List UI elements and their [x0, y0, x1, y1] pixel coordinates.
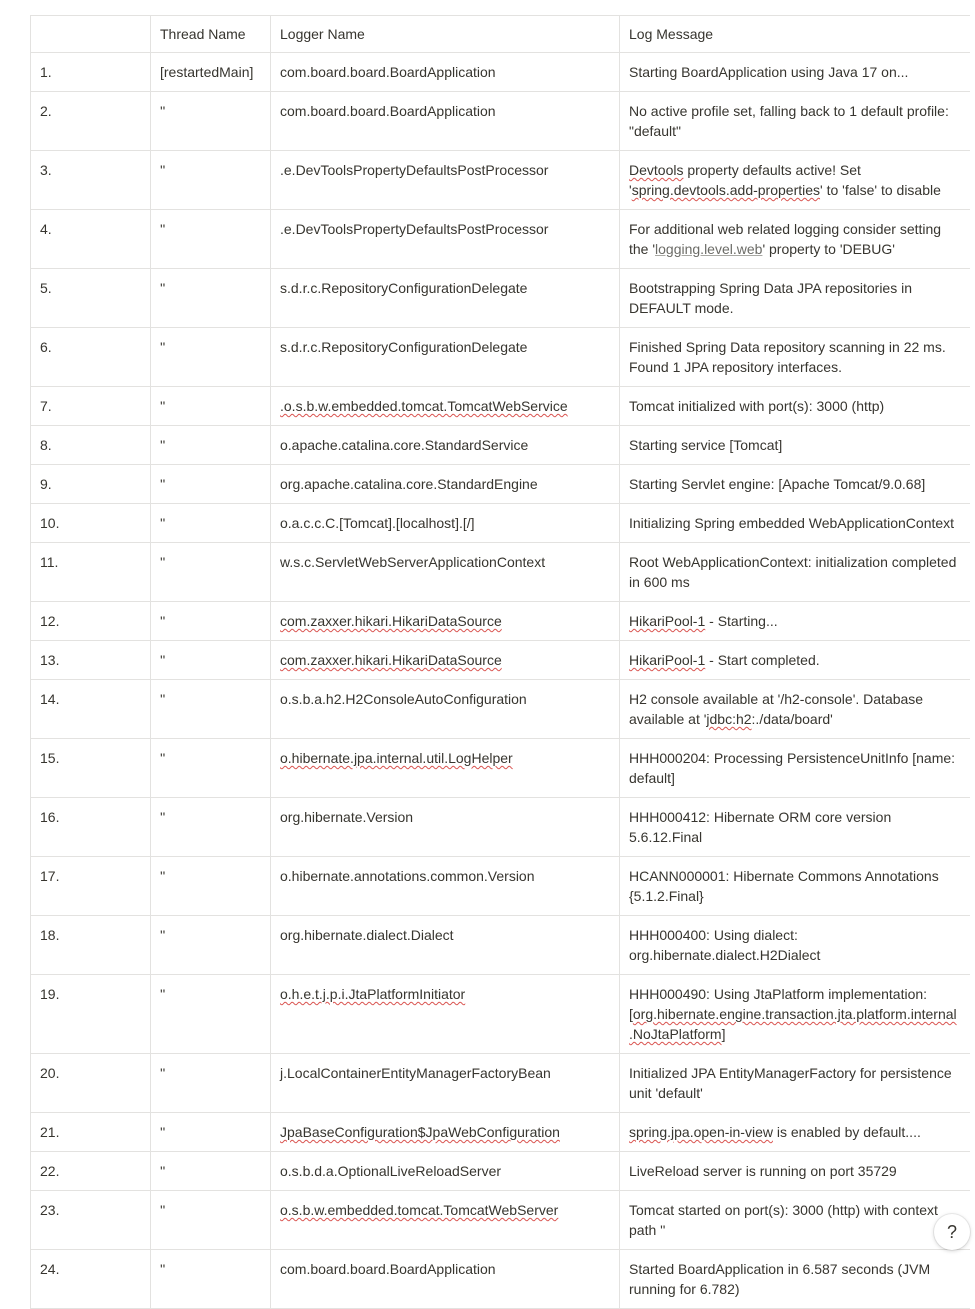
logger-name-cell[interactable] [271, 1191, 620, 1250]
log-message-cell[interactable] [620, 798, 970, 857]
logger-name-segment: o.apache.catalina.core.StandardService [280, 437, 529, 453]
log-message-cell[interactable] [620, 1054, 970, 1113]
log-message-cell[interactable] [620, 92, 970, 151]
log-message-segment: Devtools [629, 162, 684, 178]
row-number-cell[interactable]: 23. [31, 1191, 151, 1250]
row-number-cell[interactable]: 19. [31, 975, 151, 1054]
log-message-segment: - Start completed. [705, 652, 820, 668]
thread-name-cell[interactable]: '' [151, 857, 271, 916]
logger-name-cell[interactable] [271, 504, 620, 543]
log-message-cell[interactable] [620, 387, 970, 426]
log-message-cell[interactable] [620, 543, 970, 602]
table-row [31, 1113, 970, 1152]
thread-name-cell[interactable]: '' [151, 1250, 271, 1309]
table-row [31, 504, 970, 543]
log-message-segment: Initializing Spring embedded WebApplicationContext [629, 515, 955, 531]
log-table [30, 15, 970, 1309]
log-message-segment: Tomcat initialized with port(s): 3000 (http) [629, 398, 885, 414]
table-row [31, 543, 970, 602]
thread-name-cell[interactable]: [restartedMain] [151, 53, 271, 92]
row-number-cell[interactable]: 11. [31, 543, 151, 602]
table-row [31, 1250, 970, 1309]
thread-name-cell[interactable]: '' [151, 1113, 271, 1152]
table-row [31, 53, 970, 92]
logger-name-segment: .e.DevToolsPropertyDefaultsPostProcessor [280, 221, 549, 237]
log-message-segment: Starting Servlet engine: [Apache Tomcat/9.0.68] [629, 476, 926, 492]
row-number-cell[interactable]: 17. [31, 857, 151, 916]
log-message-segment: HikariPool-1 [629, 613, 706, 629]
row-number-cell[interactable]: 4. [31, 210, 151, 269]
row-number-cell[interactable]: 16. [31, 798, 151, 857]
row-number-cell[interactable]: 12. [31, 602, 151, 641]
thread-name-cell[interactable]: '' [151, 387, 271, 426]
log-message-segment: For additional web related logging consider setting the ' [629, 221, 942, 257]
log-message-segment[interactable]: logging.level.web [655, 241, 763, 257]
log-message-segment: spring.jpa.open-in-view [629, 1124, 773, 1140]
logger-name-cell[interactable] [271, 916, 620, 975]
table-row [31, 465, 970, 504]
log-message-cell[interactable] [620, 680, 970, 739]
log-message-segment: No active profile set, falling back to 1 default profile: "default" [629, 103, 949, 139]
thread-name-cell[interactable]: '' [151, 1152, 271, 1191]
log-message-segment: is enabled by default.... [772, 1124, 921, 1140]
logger-name-cell[interactable] [271, 641, 620, 680]
row-number-cell[interactable]: 2. [31, 92, 151, 151]
logger-name-cell[interactable] [271, 426, 620, 465]
log-message-segment: HikariPool-1 [629, 652, 706, 668]
thread-name-cell[interactable]: '' [151, 798, 271, 857]
thread-name-cell[interactable]: '' [151, 465, 271, 504]
logger-name-segment: o.s.b.w.embedded.tomcat.TomcatWebServer [280, 1202, 559, 1218]
log-message-segment: Root WebApplicationContext: initialization completed in 600 ms [629, 554, 957, 590]
thread-name-cell[interactable]: '' [151, 269, 271, 328]
header-logger-name[interactable]: Logger Name [271, 16, 620, 53]
logger-name-segment: org.apache.catalina.core.StandardEngine [280, 476, 538, 492]
log-message-segment: ' property to 'DEBUG' [762, 241, 895, 257]
logger-name-segment: org.hibernate.Version [280, 809, 414, 825]
header-index[interactable] [31, 16, 151, 53]
row-number-cell[interactable]: 10. [31, 504, 151, 543]
logger-name-cell[interactable] [271, 602, 620, 641]
thread-name-cell[interactable]: '' [151, 426, 271, 465]
table-row [31, 798, 970, 857]
logger-name-cell[interactable] [271, 210, 620, 269]
table-row [31, 269, 970, 328]
log-message-cell[interactable] [620, 210, 970, 269]
log-message-segment: org.hibernate.engine.transaction.jta.platform.internal.NoJtaPlatform [629, 1006, 957, 1042]
logger-name-segment: .e.DevToolsPropertyDefaultsPostProcessor [280, 162, 549, 178]
thread-name-cell[interactable]: '' [151, 1191, 271, 1250]
thread-name-cell[interactable]: '' [151, 975, 271, 1054]
row-number-cell[interactable]: 6. [31, 328, 151, 387]
table-row [31, 328, 970, 387]
log-message-segment: HHH000490: Using JtaPlatform implementation: [ [629, 986, 928, 1022]
logger-name-cell[interactable] [271, 680, 620, 739]
table-row [31, 857, 970, 916]
thread-name-cell[interactable]: '' [151, 210, 271, 269]
logger-name-segment: o.hibernate.jpa.internal.util.LogHelper [280, 750, 513, 766]
log-message-segment: - Starting... [705, 613, 778, 629]
logger-name-segment: com.board.board.BoardApplication [280, 1261, 496, 1277]
logger-name-cell[interactable] [271, 269, 620, 328]
log-message-cell[interactable] [620, 1113, 970, 1152]
log-message-cell[interactable] [620, 53, 970, 92]
thread-name-cell[interactable]: '' [151, 916, 271, 975]
log-message-segment: Bootstrapping Spring Data JPA repositories in DEFAULT mode. [629, 280, 913, 316]
log-message-cell[interactable] [620, 1152, 970, 1191]
thread-name-cell[interactable]: '' [151, 602, 271, 641]
logger-name-cell[interactable] [271, 151, 620, 210]
log-message-cell[interactable] [620, 602, 970, 641]
log-message-segment: HHH000204: Processing PersistenceUnitInfo [name: default] [629, 750, 956, 786]
row-number-cell[interactable]: 15. [31, 739, 151, 798]
thread-name-cell[interactable]: '' [151, 92, 271, 151]
thread-name-cell[interactable]: '' [151, 328, 271, 387]
table-row [31, 739, 970, 798]
logger-name-segment: o.h.e.t.j.p.i.JtaPlatformInitiator [280, 986, 466, 1002]
thread-name-cell[interactable]: '' [151, 543, 271, 602]
table-row [31, 602, 970, 641]
row-number-cell[interactable]: 8. [31, 426, 151, 465]
log-message-segment: Tomcat started on port(s): 3000 (http) with context path '' [629, 1202, 938, 1238]
row-number-cell[interactable]: 14. [31, 680, 151, 739]
logger-name-cell[interactable] [271, 328, 620, 387]
log-message-segment: HHH000412: Hibernate ORM core version 5.6.12.Final [629, 809, 892, 845]
logger-name-cell[interactable] [271, 1250, 620, 1309]
thread-name-cell[interactable]: '' [151, 641, 271, 680]
log-message-cell[interactable] [620, 504, 970, 543]
row-number-cell[interactable]: 7. [31, 387, 151, 426]
log-message-segment: Starting service [Tomcat] [629, 437, 783, 453]
thread-name-cell[interactable]: '' [151, 151, 271, 210]
log-message-cell[interactable] [620, 1191, 970, 1250]
row-number-cell[interactable]: 24. [31, 1250, 151, 1309]
log-message-cell[interactable] [620, 975, 970, 1054]
logger-name-cell[interactable] [271, 1152, 620, 1191]
log-message-cell[interactable] [620, 857, 970, 916]
header-log-message[interactable]: Log Message [620, 16, 970, 53]
table-row [31, 1054, 970, 1113]
row-number-cell[interactable]: 13. [31, 641, 151, 680]
row-number-cell[interactable]: 20. [31, 1054, 151, 1113]
thread-name-cell[interactable]: '' [151, 1054, 271, 1113]
logger-name-cell[interactable] [271, 1113, 620, 1152]
logger-name-segment: JpaBaseConfiguration$JpaWebConfiguration [280, 1124, 560, 1140]
logger-name-segment: com.board.board.BoardApplication [280, 64, 496, 80]
logger-name-cell[interactable] [271, 465, 620, 504]
log-message-cell[interactable] [620, 739, 970, 798]
logger-name-cell[interactable] [271, 543, 620, 602]
logger-name-cell[interactable] [271, 53, 620, 92]
table-row [31, 426, 970, 465]
logger-name-segment: w.s.c.ServletWebServerApplicationContext [280, 554, 546, 570]
header-thread-name[interactable]: Thread Name [151, 16, 271, 53]
log-message-segment: jdbc:h2 [706, 711, 752, 727]
logger-name-segment: o.hibernate.annotations.common.Version [280, 868, 535, 884]
log-message-cell[interactable] [620, 465, 970, 504]
thread-name-cell[interactable]: '' [151, 739, 271, 798]
log-message-segment: :./data/board' [751, 711, 833, 727]
logger-name-segment: com.zaxxer.hikari.HikariDataSource [280, 613, 502, 629]
table-row [31, 387, 970, 426]
help-button[interactable] [934, 1214, 970, 1250]
table-row [31, 916, 970, 975]
table-row [31, 1152, 970, 1191]
logger-name-cell[interactable] [271, 857, 620, 916]
log-message-cell[interactable] [620, 269, 970, 328]
row-number-cell[interactable]: 3. [31, 151, 151, 210]
question-icon: ? [946, 1221, 957, 1242]
table-row [31, 92, 970, 151]
logger-name-cell[interactable] [271, 975, 620, 1054]
logger-name-cell[interactable] [271, 739, 620, 798]
table-body [31, 53, 970, 1309]
log-message-segment: LiveReload server is running on port 35729 [629, 1163, 897, 1179]
table-row [31, 680, 970, 739]
logger-name-cell[interactable] [271, 1054, 620, 1113]
row-number-cell[interactable]: 9. [31, 465, 151, 504]
logger-name-segment: o.a.c.c.C.[Tomcat].[localhost].[/] [280, 515, 475, 531]
row-number-cell[interactable]: 1. [31, 53, 151, 92]
log-message-segment: ] [721, 1026, 726, 1042]
log-message-segment: H2 console available at '/h2-console'. Database available at ' [629, 691, 924, 727]
log-message-cell[interactable] [620, 426, 970, 465]
row-number-cell[interactable]: 18. [31, 916, 151, 975]
log-message-segment: Initialized JPA EntityManagerFactory for persistence unit 'default' [629, 1065, 952, 1101]
log-message-segment: HCANN000001: Hibernate Commons Annotations {5.1.2.Final} [629, 868, 939, 904]
thread-name-cell[interactable]: '' [151, 680, 271, 739]
logger-name-segment: com.zaxxer.hikari.HikariDataSource [280, 652, 502, 668]
table-header-row [31, 16, 970, 53]
logger-name-segment: o.s.b.d.a.OptionalLiveReloadServer [280, 1163, 502, 1179]
logger-name-segment: .o.s.b.w.embedded.tomcat.TomcatWebService [280, 398, 568, 414]
log-message-cell[interactable] [620, 916, 970, 975]
logger-name-segment: org.hibernate.dialect.Dialect [280, 927, 454, 943]
log-message-segment: ' to 'false' to disable [820, 182, 941, 198]
logger-name-segment: s.d.r.c.RepositoryConfigurationDelegate [280, 339, 528, 355]
logger-name-segment: com.board.board.BoardApplication [280, 103, 496, 119]
log-message-segment: property defaults active! Set ' [629, 162, 861, 198]
row-number-cell[interactable]: 5. [31, 269, 151, 328]
log-message-segment: HHH000400: Using dialect: org.hibernate.dialect.H2Dialect [629, 927, 821, 963]
table-row [31, 1191, 970, 1250]
log-message-segment: Started BoardApplication in 6.587 seconds (JVM running for 6.782) [629, 1261, 931, 1297]
log-message-segment: spring.devtools.add-properties [631, 182, 821, 198]
table-row [31, 210, 970, 269]
log-message-cell[interactable] [620, 1250, 970, 1309]
table-row [31, 975, 970, 1054]
log-message-segment: Starting BoardApplication using Java 17 on... [629, 64, 909, 80]
log-message-segment: Finished Spring Data repository scanning in 22 ms. Found 1 JPA repository interfaces. [629, 339, 946, 375]
thread-name-cell[interactable]: '' [151, 504, 271, 543]
table-row [31, 641, 970, 680]
logger-name-segment: s.d.r.c.RepositoryConfigurationDelegate [280, 280, 528, 296]
logger-name-cell[interactable] [271, 387, 620, 426]
logger-name-segment: j.LocalContainerEntityManagerFactoryBean [280, 1065, 551, 1081]
row-number-cell[interactable]: 22. [31, 1152, 151, 1191]
table-row [31, 151, 970, 210]
logger-name-cell[interactable] [271, 798, 620, 857]
log-message-cell[interactable] [620, 151, 970, 210]
logger-name-segment: o.s.b.a.h2.H2ConsoleAutoConfiguration [280, 691, 527, 707]
row-number-cell[interactable]: 21. [31, 1113, 151, 1152]
logger-name-cell[interactable] [271, 92, 620, 151]
log-message-cell[interactable] [620, 328, 970, 387]
log-message-cell[interactable] [620, 641, 970, 680]
